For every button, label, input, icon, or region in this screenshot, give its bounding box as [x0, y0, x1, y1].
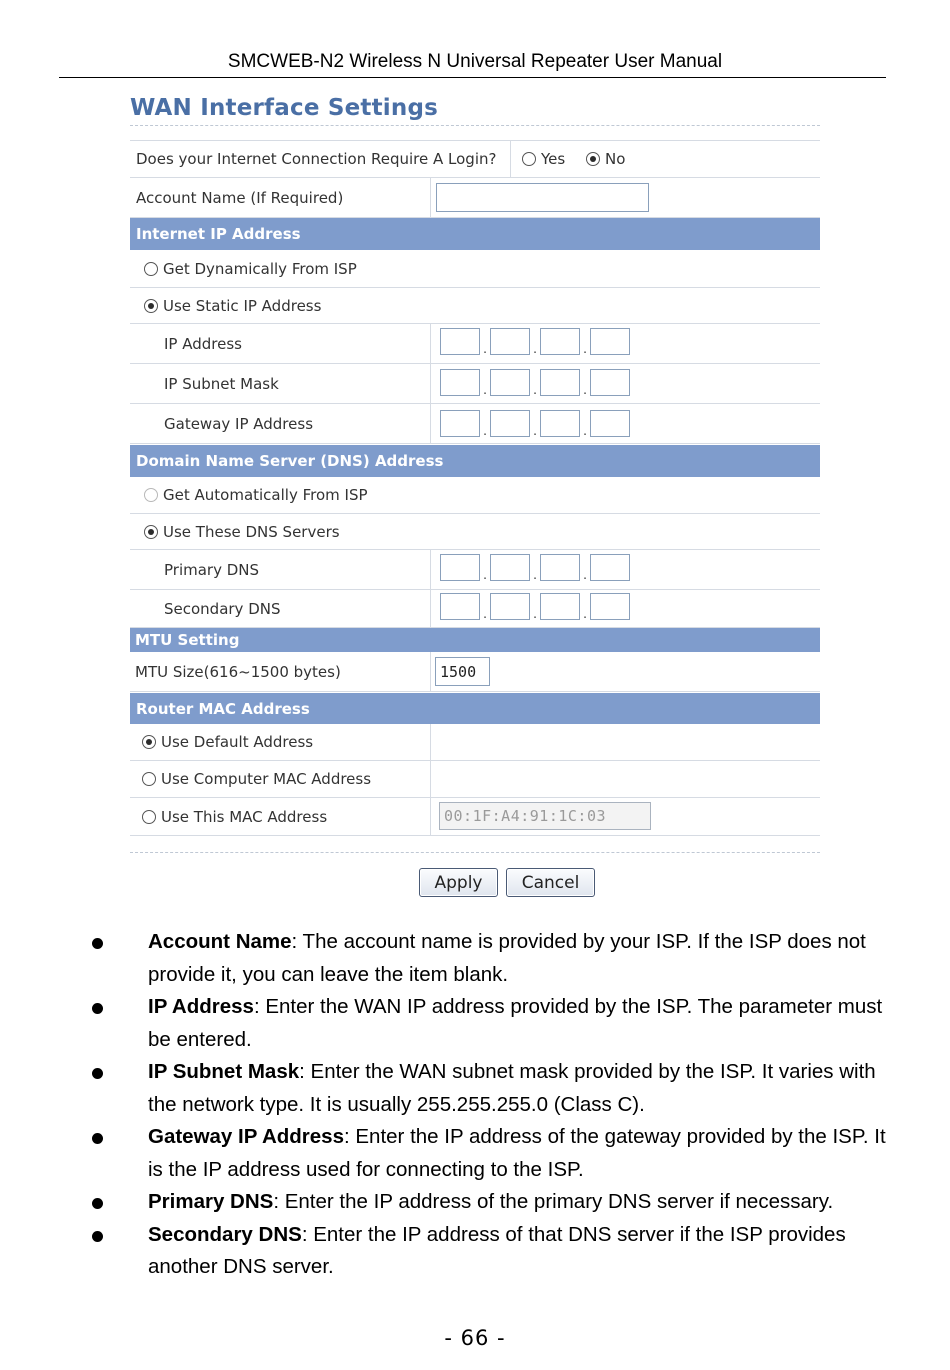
ip-address-input: . . .	[440, 328, 630, 355]
dns-manual-radio[interactable]	[144, 525, 158, 539]
mac-default-row[interactable]	[130, 724, 820, 761]
sdns-octet-2[interactable]	[490, 593, 530, 620]
section-internet-ip: Internet IP Address	[130, 218, 820, 250]
gateway-octet-3[interactable]	[540, 410, 580, 437]
login-no-label: No	[605, 150, 626, 168]
bullet-term: Account Name	[148, 930, 292, 953]
mac-computer-radio[interactable]	[142, 772, 156, 786]
dns-auto-label: Get Automatically From ISP	[163, 486, 368, 504]
bullet-text: : Enter the IP address of the gateway provided by the ISP. It is the IP address used for connecting to the ISP.	[148, 1125, 886, 1181]
list-item	[0, 991, 950, 1056]
list-item	[0, 1219, 950, 1284]
bullet-term: IP Address	[148, 995, 254, 1018]
ip-static-row[interactable]	[130, 288, 820, 324]
top-dashed-divider	[130, 125, 820, 126]
apply-button[interactable]: Apply	[419, 868, 498, 897]
cancel-button[interactable]: Cancel	[506, 868, 595, 897]
mac-computer-row[interactable]	[130, 761, 820, 798]
login-yes-radio[interactable]	[522, 152, 536, 166]
subnet-mask-row	[130, 364, 820, 404]
ip-octet-4[interactable]	[590, 328, 630, 355]
gateway-octet-1[interactable]	[440, 410, 480, 437]
dns-auto-radio[interactable]	[144, 488, 158, 502]
bullet-term: Gateway IP Address	[148, 1125, 344, 1148]
ip-static-radio[interactable]	[144, 299, 158, 313]
mask-octet-1[interactable]	[440, 369, 480, 396]
secondary-dns-label: Secondary DNS	[164, 599, 281, 618]
bullet-text: : Enter the IP address of the primary DNS server if necessary.	[273, 1190, 834, 1213]
gateway-input: . . .	[440, 410, 630, 437]
subnet-mask-input: . . .	[440, 369, 630, 396]
bullet-icon	[92, 1231, 103, 1242]
account-name-row	[130, 178, 820, 218]
bullet-term: Secondary DNS	[148, 1222, 302, 1246]
ip-octet-3[interactable]	[540, 328, 580, 355]
mac-this-label: Use This MAC Address	[161, 807, 328, 826]
dns-manual-row[interactable]	[130, 514, 820, 550]
mac-this-row	[130, 798, 820, 836]
secondary-dns-row	[130, 590, 820, 628]
mask-octet-2[interactable]	[490, 369, 530, 396]
ip-static-label: Use Static IP Address	[163, 296, 322, 315]
ip-address-label: IP Address	[164, 334, 242, 353]
pdns-octet-1[interactable]	[440, 554, 480, 581]
pdns-octet-2[interactable]	[490, 554, 530, 581]
mac-this-option[interactable]	[142, 798, 327, 835]
document-header: SMCWEB-N2 Wireless N Universal Repeater User Manual	[227, 51, 723, 72]
list-item	[0, 1056, 950, 1121]
primary-dns-row	[130, 550, 820, 590]
ip-dynamic-label: Get Dynamically From ISP	[163, 259, 357, 278]
subnet-mask-label: IP Subnet Mask	[164, 374, 279, 393]
sdns-octet-4[interactable]	[590, 593, 630, 620]
sdns-octet-3[interactable]	[540, 593, 580, 620]
section-mtu: MTU Setting	[130, 628, 820, 652]
bullet-term: IP Subnet Mask	[148, 1060, 300, 1083]
mac-address-input[interactable]: 00:1F:A4:91:1C:03	[439, 802, 651, 830]
page-number: - 66 -	[444, 1326, 506, 1350]
ip-octet-1[interactable]	[440, 328, 480, 355]
mac-default-radio[interactable]	[142, 735, 156, 749]
pdns-octet-3[interactable]	[540, 554, 580, 581]
ip-dynamic-row[interactable]	[130, 250, 820, 288]
dns-auto-row[interactable]	[130, 477, 820, 514]
secondary-dns-input: . . .	[440, 593, 630, 620]
gateway-octet-2[interactable]	[490, 410, 530, 437]
bullet-icon	[92, 938, 103, 949]
bullet-icon	[92, 1068, 103, 1079]
bullet-text: : The account name is provided by your ISP. If the ISP does not provide it, you can leave the item blank.	[148, 930, 866, 986]
sdns-octet-1[interactable]	[440, 593, 480, 620]
bullet-icon	[92, 1133, 103, 1144]
login-yes-label: Yes	[541, 150, 566, 168]
field-descriptions-list	[0, 926, 950, 1284]
mac-this-radio[interactable]	[142, 810, 156, 824]
bullet-icon	[92, 1198, 103, 1209]
mask-octet-4[interactable]	[590, 369, 630, 396]
login-required-row	[130, 140, 820, 178]
bullet-text: : Enter the WAN subnet mask provided by the ISP. It varies with the network type. It is usually 255.255.255.0 (Class C).	[148, 1060, 876, 1116]
section-mac: Router MAC Address	[130, 693, 820, 724]
login-question-label: Does your Internet Connection Require A Login?	[136, 150, 497, 168]
bullet-text: : Enter the IP address of that DNS server if the ISP provides another DNS server.	[148, 1222, 846, 1278]
mtu-input[interactable]: 1500	[435, 657, 490, 686]
list-item	[0, 926, 950, 991]
mtu-label: MTU Size(616~1500 bytes)	[135, 662, 341, 681]
list-item	[0, 1121, 950, 1186]
login-no-option[interactable]	[586, 141, 625, 177]
header-divider	[59, 77, 886, 78]
gateway-label: Gateway IP Address	[164, 414, 314, 433]
primary-dns-label: Primary DNS	[164, 560, 260, 579]
mac-computer-label: Use Computer MAC Address	[161, 770, 372, 788]
pdns-octet-4[interactable]	[590, 554, 630, 581]
dns-manual-label: Use These DNS Servers	[163, 522, 340, 541]
account-name-input[interactable]	[436, 183, 649, 212]
panel-title: WAN Interface Settings	[130, 95, 438, 121]
ip-dynamic-radio[interactable]	[144, 262, 158, 276]
login-yes-option[interactable]	[522, 141, 565, 177]
bullet-icon	[92, 1003, 103, 1014]
bullet-term: Primary DNS	[148, 1190, 274, 1213]
ip-octet-2[interactable]	[490, 328, 530, 355]
list-item	[0, 1186, 950, 1219]
mask-octet-3[interactable]	[540, 369, 580, 396]
mtu-row	[130, 652, 820, 692]
bottom-dashed-divider	[130, 852, 820, 853]
section-dns: Domain Name Server (DNS) Address	[130, 445, 820, 477]
gateway-row	[130, 404, 820, 444]
login-no-radio[interactable]	[586, 152, 600, 166]
account-name-label: Account Name (If Required)	[136, 188, 344, 207]
gateway-octet-4[interactable]	[590, 410, 630, 437]
ip-address-row	[130, 324, 820, 364]
mac-default-label: Use Default Address	[161, 733, 314, 751]
primary-dns-input: . . .	[440, 554, 630, 581]
bullet-text: : Enter the WAN IP address provided by the ISP. The parameter must be entered.	[148, 995, 883, 1051]
